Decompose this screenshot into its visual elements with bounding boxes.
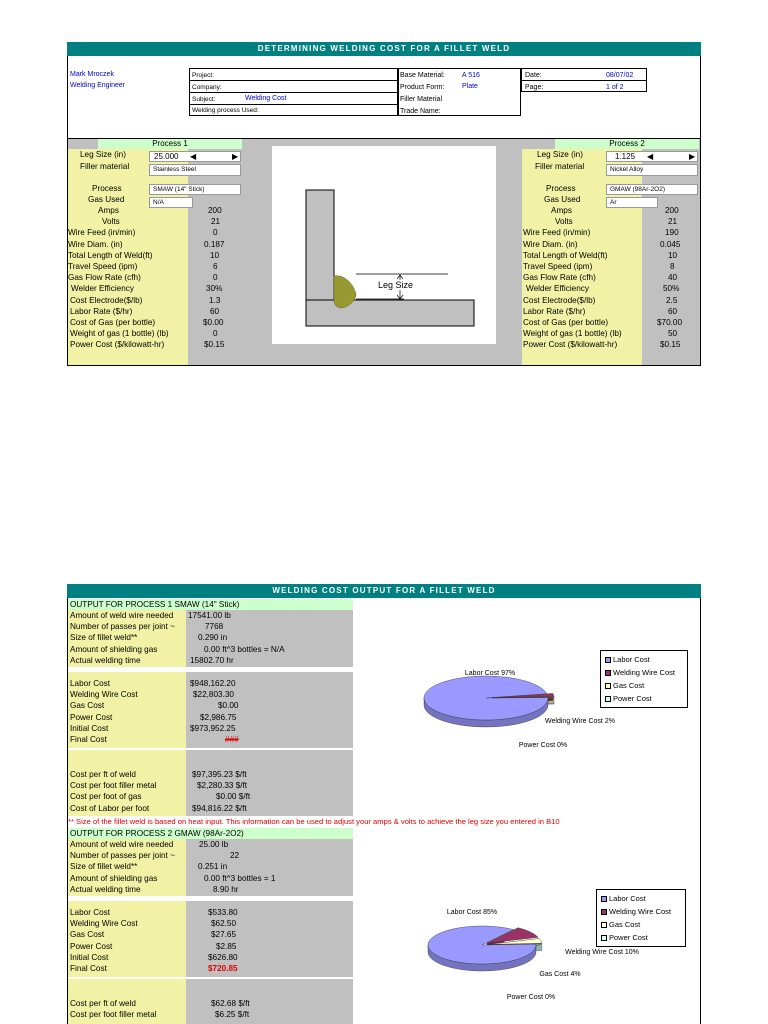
row-value[interactable]: 40: [668, 273, 678, 283]
row-value[interactable]: 0.187: [204, 239, 225, 249]
out-value: 0.00 ft^3 bottles = 1: [204, 873, 276, 883]
subject-value: Welding Cost: [245, 95, 287, 102]
engineer-name: Mark Mroczek: [70, 71, 114, 78]
row-value[interactable]: 30%: [206, 284, 223, 294]
out-label: Labor Cost: [70, 908, 111, 917]
row-label: Amps: [98, 206, 119, 215]
legend-swatch: [605, 696, 611, 702]
out-label: Cost of Labor per foot: [70, 803, 150, 813]
p2-cost-row: [68, 918, 355, 929]
out-value: $2.85: [216, 941, 237, 951]
out-label: Cost per foot filler metal: [70, 1010, 157, 1020]
left-arrow-icon[interactable]: ◀: [190, 152, 197, 161]
p2-cost-row: [68, 963, 355, 974]
output-p1-header: OUTPUT FOR PROCESS 1 SMAW (14" Stick): [68, 599, 353, 610]
process2-row: [523, 339, 699, 350]
legend-item: [601, 918, 681, 931]
process1-row: [68, 295, 240, 306]
process1-row: [68, 227, 240, 238]
process2-row: [523, 205, 699, 216]
p2-out-row: [68, 839, 355, 850]
process2-row: [523, 227, 699, 238]
out-label: Cost per foot filler metal: [70, 781, 157, 791]
out-value: $62.50: [211, 919, 237, 929]
process2-filler-label: Filler material: [535, 162, 585, 171]
process2-filler-input[interactable]: Nickel Alloy: [606, 164, 698, 176]
row-label: Weight of gas (1 bottle) (lb): [70, 329, 169, 339]
out-label: Amount of weld wire needed: [70, 840, 174, 849]
process2-row: [523, 295, 699, 306]
date-divider: [522, 80, 646, 81]
row-value[interactable]: 50: [668, 329, 678, 339]
p2-cost-row: [68, 907, 355, 918]
filler-material-label: Filler Material: [400, 96, 443, 103]
legend-label: Power Cost: [613, 694, 652, 703]
project-divider-3: [190, 104, 398, 105]
p1-cost-row: [68, 700, 355, 711]
out-label: Cost per foot of gas: [70, 792, 142, 802]
process2-row: [523, 306, 699, 317]
fillet-weld-drawing: [272, 146, 496, 344]
out-label: Cost per ft of weld: [70, 999, 136, 1008]
process1-leg-size-value: 25.000: [154, 152, 179, 161]
out-value: $22,803.30: [193, 690, 234, 700]
row-value[interactable]: 50%: [663, 284, 680, 294]
process2-header: Process 2: [555, 139, 699, 149]
out-label: Amount of shielding gas: [70, 873, 158, 883]
row-label: Travel Speed (ipm): [523, 262, 593, 271]
out-label: Amount of weld wire needed: [70, 611, 174, 620]
pie2-label-text: Power Cost 0%: [506, 994, 556, 1001]
out-label: Actual welding time: [70, 884, 141, 894]
process1-process-input[interactable]: SMAW (14" Stick): [149, 184, 241, 195]
out-value: $626.80: [208, 952, 238, 962]
out-value: $2,986.75: [200, 712, 237, 722]
row-value[interactable]: 10: [210, 250, 220, 260]
pie1-legend: [600, 650, 688, 708]
legend-item: [605, 653, 683, 666]
row-value[interactable]: 2.5: [666, 295, 678, 305]
p2-out-row: [68, 861, 355, 872]
out-value: ###: [225, 735, 239, 744]
base-material-label: Base Material:: [400, 72, 445, 79]
engineer-title: Welding Engineer: [70, 82, 126, 89]
out-label: Size of fillet weld**: [70, 633, 138, 643]
out-value: 8.90 hr: [213, 884, 239, 894]
pie-chart-1: [354, 598, 700, 816]
out-value: $27.65: [211, 930, 237, 940]
row-label: Cost of Gas (per bottle): [523, 318, 609, 327]
process1-gas-input[interactable]: N/A: [149, 197, 193, 208]
row-label: Gas Flow Rate (cfh): [523, 273, 596, 283]
process-used-label: Welding process Used:: [192, 107, 259, 114]
process1-row: [68, 317, 240, 328]
row-label: Cost Electrode($/lb): [523, 295, 596, 305]
out-value: $97,395.23 $/ft: [192, 770, 247, 779]
process2-row: [523, 272, 699, 283]
out-value: 17541.00 lb: [188, 611, 231, 620]
pie2-legend: [596, 889, 686, 947]
pie2-label-wire: [560, 949, 644, 957]
legend-label: Labor Cost: [613, 655, 650, 664]
out-value: $0.00: [218, 701, 239, 711]
p1-cost-row: [68, 712, 355, 723]
out-label: Number of passes per joint ~: [70, 851, 175, 861]
out-label: Power Cost: [70, 712, 113, 722]
p1-perft-row: [68, 791, 355, 802]
output-p1-block3: [68, 750, 353, 816]
out-label: Final Cost: [70, 735, 107, 744]
project-label: Project:: [192, 72, 215, 79]
material-block: [397, 68, 521, 116]
out-value: 7768: [205, 622, 224, 632]
row-value[interactable]: 60: [668, 306, 678, 316]
row-value[interactable]: 200: [665, 206, 679, 215]
trade-name-label: Trade Name:: [400, 108, 441, 115]
row-label: Weight of gas (1 bottle) (lb): [523, 329, 622, 339]
p1-cost-row: [68, 734, 355, 745]
p1-perft-row: [68, 769, 355, 780]
row-value[interactable]: 1.3: [209, 295, 221, 305]
legend-item: [601, 892, 681, 905]
out-label: Labor Cost: [70, 679, 111, 688]
row-label: Gas Flow Rate (cfh): [68, 273, 141, 283]
out-label: Welding Wire Cost: [70, 919, 138, 929]
process2-gas-label: Gas Used: [544, 195, 581, 204]
p2-out-row: [68, 850, 355, 861]
row-value[interactable]: 0.045: [660, 239, 681, 249]
out-value: 22: [230, 851, 240, 861]
legend-swatch: [605, 683, 611, 689]
p2-out-row: [68, 884, 355, 895]
pie1-label-text: Welding Wire Cost 2%: [545, 718, 615, 725]
process2-leg-size-value: 1.125: [615, 152, 636, 161]
base-material-value: A 516: [462, 72, 480, 79]
page-value: 1 of 2: [606, 84, 624, 91]
out-label: Gas Cost: [70, 701, 105, 711]
out-label: Number of passes per joint ~: [70, 622, 175, 632]
row-label: Total Length of Weld(ft): [523, 250, 608, 260]
p2-out-row: [68, 873, 355, 884]
row-value[interactable]: $0.15: [660, 340, 681, 350]
p2-cost-row: [68, 952, 355, 963]
legend-item: [605, 666, 683, 679]
legend-label: Welding Wire Cost: [609, 907, 671, 916]
process1-row: [68, 328, 240, 339]
out-value: $720.85: [208, 964, 238, 973]
row-value[interactable]: 0: [213, 228, 218, 238]
project-block: [189, 68, 399, 116]
process1-row: [68, 306, 240, 317]
legend-swatch: [601, 922, 607, 928]
process2-gas-input[interactable]: Ar: [606, 197, 658, 208]
project-divider-1: [190, 80, 398, 81]
pie2-label-text: Labor Cost 85%: [446, 909, 498, 916]
p1-perft-row: [68, 780, 355, 791]
row-label: Wire Diam. (in): [523, 239, 578, 249]
process1-process-label: Process: [92, 184, 122, 193]
company-label: Company:: [192, 84, 222, 91]
output-p2-block1: [68, 839, 353, 896]
out-value: 15802.70 hr: [190, 655, 234, 665]
out-label: Gas Cost: [70, 930, 105, 940]
legend-swatch: [605, 657, 611, 663]
process1-row: [68, 239, 240, 250]
product-form-label: Product Form:: [400, 84, 445, 91]
legend-item: [605, 679, 683, 692]
row-value[interactable]: 0: [213, 329, 218, 339]
p1-out-row: [68, 655, 355, 666]
p1-perft-row: [68, 803, 355, 814]
legend-item: [601, 905, 681, 918]
output-p2-header: OUTPUT FOR PROCESS 2 GMAW (98Ar-2O2): [68, 828, 353, 839]
right-arrow-icon[interactable]: ▶: [689, 152, 696, 161]
process1-leg-size-spinner[interactable]: [149, 151, 241, 162]
pie2-label-text: Welding Wire Cost 10%: [565, 949, 639, 956]
legend-swatch: [601, 935, 607, 941]
output-p2-block2: [68, 901, 353, 977]
out-label: Cost per ft of weld: [70, 770, 136, 779]
out-value: $2,280.33 $/ft: [197, 781, 248, 791]
row-label: Wire Feed (in/min): [68, 228, 136, 238]
process1-gas-label: Gas Used: [88, 195, 125, 204]
process1-leg-size-label: Leg Size (in): [80, 150, 126, 159]
out-value: $973,952.25: [190, 723, 236, 733]
row-value[interactable]: 190: [665, 228, 679, 238]
output-note: ** Size of the fillet weld is based on heat input. This information can be used to adjust your amps & volts to achieve the leg size you entered in B10: [68, 817, 560, 826]
out-value: 25.00 lb: [199, 840, 229, 849]
out-value: 0.251 in: [198, 862, 228, 872]
process1-row: [68, 250, 240, 261]
out-value: $948,162.20: [190, 679, 236, 688]
legend-label: Gas Cost: [613, 681, 645, 690]
row-label: Labor Rate ($/hr): [70, 306, 133, 316]
row-value[interactable]: 60: [210, 306, 220, 316]
pie2-label-labor: [446, 909, 498, 917]
output-p1-block2: [68, 672, 353, 748]
legend-swatch: [605, 670, 611, 676]
fillet-weld-diagram: [272, 146, 496, 344]
pie1-label-text: Labor Cost 97%: [464, 670, 516, 677]
row-label: Welder Efficiency: [526, 284, 589, 294]
process2-row: [523, 239, 699, 250]
out-label: Welding Wire Cost: [70, 690, 138, 700]
date-block: [521, 68, 647, 92]
pie2-label-power: [506, 994, 556, 1002]
row-label: Power Cost ($/kilowatt-hr): [70, 340, 165, 350]
pie-slice-labor-cost: [424, 676, 548, 720]
row-label: Wire Diam. (in): [68, 239, 123, 249]
out-value: $0.00 $/ft: [216, 792, 251, 802]
p1-out-row: [68, 632, 355, 643]
process2-leg-size-label: Leg Size (in): [537, 150, 583, 159]
row-value[interactable]: $0.00: [203, 318, 224, 327]
date-value: 08/07/02: [606, 72, 634, 79]
legend-label: Power Cost: [609, 933, 648, 942]
process1-filler-label: Filler material: [80, 162, 130, 171]
out-value: 0.290 in: [198, 633, 228, 643]
out-label: Actual welding time: [70, 655, 141, 665]
p2-perft-row: [68, 1009, 355, 1020]
row-label: Travel Speed (ipm): [68, 262, 138, 271]
p1-out-row: [68, 621, 355, 632]
row-label: Cost of Gas (per bottle): [70, 318, 156, 327]
process2-row: [523, 216, 699, 227]
horizontal-plate: [306, 300, 474, 326]
row-value[interactable]: 21: [668, 217, 678, 227]
legend-swatch: [601, 896, 607, 902]
left-arrow-icon[interactable]: ◀: [647, 152, 654, 161]
legend-swatch: [601, 909, 607, 915]
legend-label: Labor Cost: [609, 894, 646, 903]
process2-process-input[interactable]: GMAW (98Ar-2O2): [606, 184, 698, 195]
row-label: Volts: [555, 217, 573, 227]
out-value: $94,816.22 $/ft: [192, 803, 247, 813]
out-label: Initial Cost: [70, 952, 109, 962]
process1-row: [68, 339, 240, 350]
sheet1-header-area: [67, 56, 701, 138]
process2-row: [523, 261, 699, 272]
row-label: Total Length of Weld(ft): [68, 250, 153, 260]
p1-cost-row: [68, 678, 355, 689]
p2-cost-row: [68, 929, 355, 940]
process1-row: [68, 272, 240, 283]
process1-row: [68, 283, 240, 294]
project-divider-2: [190, 92, 398, 93]
p2-perft-row: [68, 998, 355, 1009]
out-label: Power Cost: [70, 941, 113, 951]
out-value: $6.25 $/ft: [215, 1010, 250, 1020]
row-label: Cost Electrode($/lb): [70, 295, 143, 305]
row-value[interactable]: $70.00: [657, 318, 683, 327]
process1-row: [68, 216, 240, 227]
row-value[interactable]: 21: [211, 217, 221, 227]
pie1-label-wire: [540, 718, 620, 726]
out-value: $533.80: [208, 908, 238, 917]
process2-leg-size-spinner[interactable]: [606, 151, 698, 162]
legend-label: Gas Cost: [609, 920, 641, 929]
output-title-bar: WELDING COST OUTPUT FOR A FILLET WELD: [67, 584, 701, 598]
output-p1-block1: [68, 610, 353, 667]
out-label: Amount of shielding gas: [70, 644, 158, 654]
row-label: Volts: [102, 217, 120, 227]
process2-row: [523, 283, 699, 294]
process1-header: Process 1: [98, 139, 242, 149]
legend-item: [605, 692, 683, 705]
out-label: Initial Cost: [70, 723, 109, 733]
pie1-label-text: Power Cost 0%: [518, 742, 568, 749]
process1-rows: [68, 205, 240, 355]
p1-out-row: [68, 610, 355, 621]
product-form-value: Plate: [462, 83, 478, 90]
date-label: Date:: [525, 72, 542, 79]
row-label: Welder Efficiency: [71, 284, 134, 294]
row-value[interactable]: 8: [670, 262, 675, 271]
out-value: 0.00 ft^3 bottles = N/A: [204, 644, 285, 654]
process2-row: [523, 317, 699, 328]
page-label: Page:: [525, 84, 544, 91]
row-value[interactable]: 200: [208, 206, 222, 215]
process2-process-label: Process: [546, 184, 576, 193]
process2-rows: [523, 205, 699, 355]
right-arrow-icon[interactable]: ▶: [232, 152, 239, 161]
out-label: Size of fillet weld**: [70, 862, 138, 872]
row-value[interactable]: 6: [213, 262, 218, 271]
process2-row: [523, 328, 699, 339]
pie2-label-gas: [538, 971, 582, 979]
p1-cost-row: [68, 689, 355, 700]
pie2-label-text: Gas Cost 4%: [539, 971, 581, 978]
sheet1-title-bar: DETERMINING WELDING COST FOR A FILLET WELD: [67, 42, 701, 56]
row-value[interactable]: $0.15: [204, 340, 225, 350]
out-value: $62.68 $/ft: [211, 999, 250, 1008]
row-label: Power Cost ($/kilowatt-hr): [523, 340, 618, 350]
process1-row: [68, 261, 240, 272]
row-value[interactable]: 10: [668, 250, 678, 260]
subject-label: Subject:: [192, 96, 216, 103]
p2-cost-row: [68, 941, 355, 952]
pie1-label-power: [518, 742, 568, 750]
p1-out-row: [68, 644, 355, 655]
leg-size-label: Leg Size: [378, 280, 414, 290]
row-label: Amps: [551, 206, 572, 215]
legend-item: [601, 931, 681, 944]
legend-label: Welding Wire Cost: [613, 668, 675, 677]
p1-cost-row: [68, 723, 355, 734]
row-value[interactable]: 0: [213, 273, 218, 283]
process1-filler-input[interactable]: Stainless Steel: [149, 164, 241, 176]
row-label: Labor Rate ($/hr): [523, 306, 586, 316]
process2-row: [523, 250, 699, 261]
process1-row: [68, 205, 240, 216]
output-p2-block3: [68, 979, 353, 1024]
row-label: Wire Feed (in/min): [523, 228, 591, 238]
pie-chart-2: [354, 827, 700, 1024]
pie1-label-labor: [460, 670, 520, 678]
out-label: Final Cost: [70, 964, 107, 973]
